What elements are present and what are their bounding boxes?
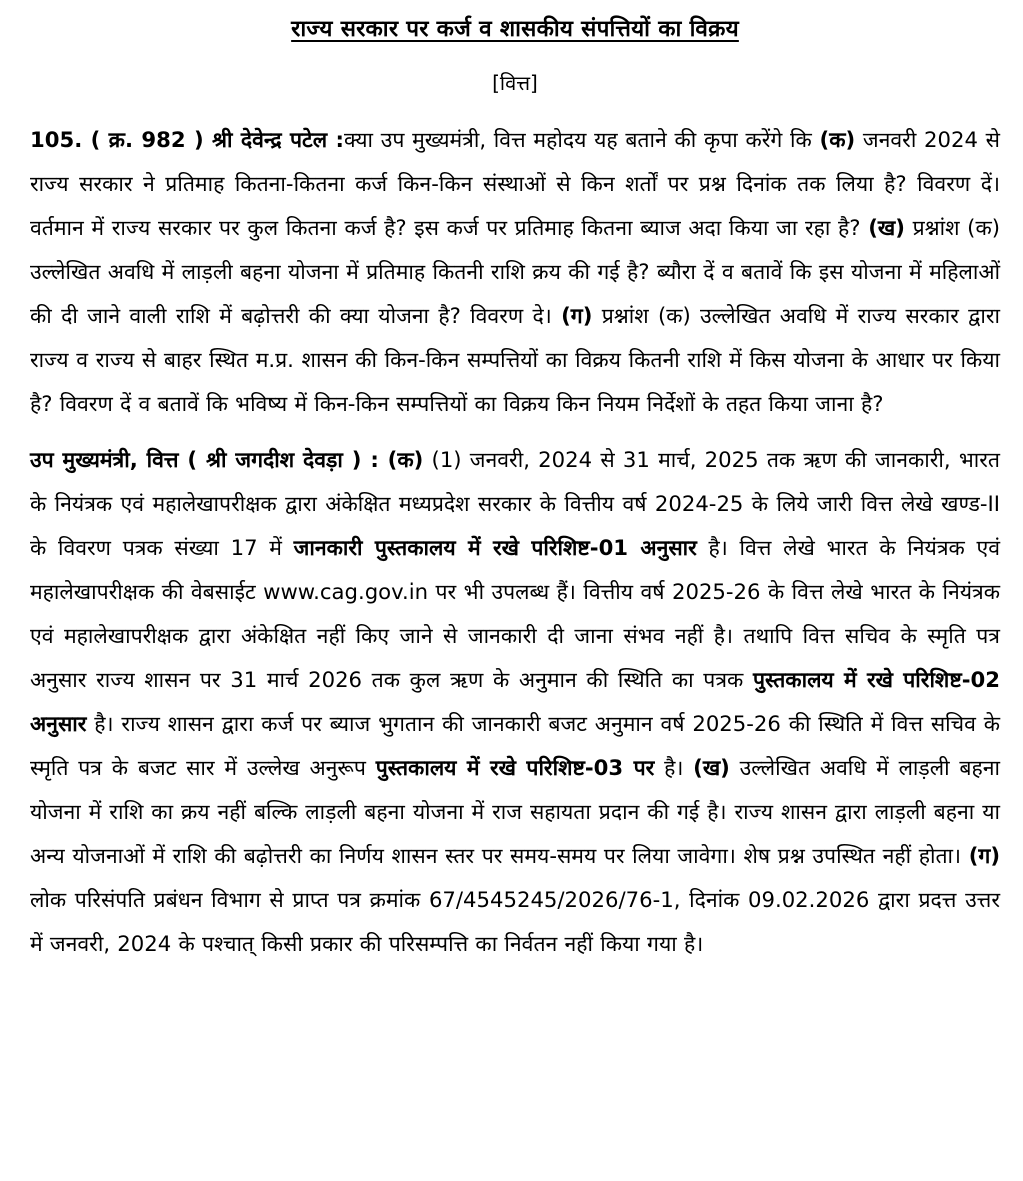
answer-part-c-text: लोक परिसंपति प्रबंधन विभाग से प्राप्त पत्र क्रमांक 67/4545245/2026/76-1, दिनांक 09.02.2026 द्वारा प्रदत्त उत्तर में जनवरी, 2024 के पश्चात् किसी प्रकार की परिसम्पत्ति का निर्वतन नहीं किया गया है। [30, 887, 1000, 956]
question-part-b-marker: (ख) [868, 215, 905, 240]
page-title [30, 14, 1000, 44]
question-paragraph [30, 118, 1000, 426]
question-part-b-text: प्रश्नांश (क) उल्लेखित अवधि में लाड़ली बहना योजना में प्रतिमाह कितनी राशि क्रय की गई है? ब्यौरा दें व बतावें कि इस योजना में महिलाओं की दी जाने वाली राशि में बढ़ोत्तरी की क्या योजना है? विवरण दे। [30, 215, 1000, 328]
page-title-text: राज्य सरकार पर कर्ज व शासकीय संपत्तियों का विक्रय [291, 16, 739, 42]
answering-minister-label: उप मुख्यमंत्री, वित्त ( श्री जगदीश देवड़ा ) : (क) [30, 447, 424, 472]
department-subtitle: [वित्त] [492, 71, 538, 95]
answer-segment-4: है। [654, 755, 694, 780]
appendix-03-reference: पुस्तकालय में रखे परिशिष्ट-03 पर [375, 755, 655, 780]
question-number-and-member: 105. ( क्र. 982 ) श्री देवेन्द्र पटेल : [30, 127, 344, 152]
appendix-02-reference: पुस्तकालय में रखे परिशिष्ट-02 अनुसार [30, 667, 1000, 736]
answer-part-c-marker: (ग) [968, 843, 1000, 868]
answer-part-b-marker: (ख) [693, 755, 730, 780]
question-part-c-text: प्रश्नांश (क) उल्लेखित अवधि में राज्य सरकार द्वारा राज्य व राज्य से बाहर स्थित म.प्र. शासन की किन-किन सम्पत्तियों का विक्रय कितनी राशि में किस योजना के आधार पर किया है? विवरण दें व बतावें कि भविष्य में किन-किन सम्पत्तियों का विक्रय किन नियम निर्देशों के तहत किया जाना है? [30, 303, 1000, 416]
question-part-a-marker: (क) [819, 127, 856, 152]
answer-part-b-text: उल्लेखित अवधि में लाड़ली बहना योजना में राशि का क्रय नहीं बल्कि लाड़ली बहना योजना में राज सहायता प्रदान की गई है। राज्य शासन द्वारा लाड़ली बहना या अन्य योजनाओं में राशि की बढ़ोत्तरी का निर्णय शासन स्तर पर समय-समय पर लिया जावेगा। शेष प्रश्न उपस्थित नहीं होता। [30, 755, 1000, 868]
answer-segment-3: है। राज्य शासन द्वारा कर्ज पर ब्याज भुगतान की जानकारी बजट अनुमान वर्ष 2025-26 की स्थिति में वित्त सचिव के स्मृति पत्र के बजट सार में उल्लेख अनुरूप [30, 711, 1000, 780]
answer-paragraph [30, 438, 1000, 966]
question-part-c-marker: (ग) [561, 303, 593, 328]
question-intro: क्या उप मुख्यमंत्री, वित्त महोदय यह बताने की कृपा करेंगे कि [343, 127, 820, 152]
answer-segment-2: है। वित्त लेखे भारत के नियंत्रक एवं महालेखापरीक्षक की वेबसाईट www.cag.gov.in पर भी उपलब्ध हैं। वित्तीय वर्ष 2025-26 के वित्त लेखे भारत के नियंत्रक एवं महालेखापरीक्षक द्वारा अंकेक्षित नहीं किए जाने से जानकारी दी जाना संभव नहीं है। तथापि वित्त सचिव के स्मृति पत्र अनुसार राज्य शासन पर 31 मार्च 2026 तक कुल ऋण के अनुमान की स्थिति का पत्रक [30, 535, 1001, 692]
answer-segment-1: (1) जनवरी, 2024 से 31 मार्च, 2025 तक ऋण की जानकारी, भारत के नियंत्रक एवं महालेखापरीक्षक द्वारा अंकेक्षित मध्यप्रदेश सरकार के वित्तीय वर्ष 2024-25 के लिये जारी वित्त लेखे खण्ड-II के विवरण पत्रक संख्या 17 में [30, 447, 1000, 560]
question-part-a-text: जनवरी 2024 से राज्य सरकार ने प्रतिमाह कितना-कितना कर्ज किन-किन संस्थाओं से किन शर्तों पर प्रश्न दिनांक तक लिया है? विवरण दें। वर्तमान में राज्य सरकार पर कुल कितना कर्ज है? इस कर्ज पर प्रतिमाह कितना ब्याज अदा किया जा रहा है? [30, 127, 1000, 240]
appendix-01-reference: जानकारी पुस्तकालय में रखे परिशिष्ट-01 अनुसार [293, 535, 697, 560]
